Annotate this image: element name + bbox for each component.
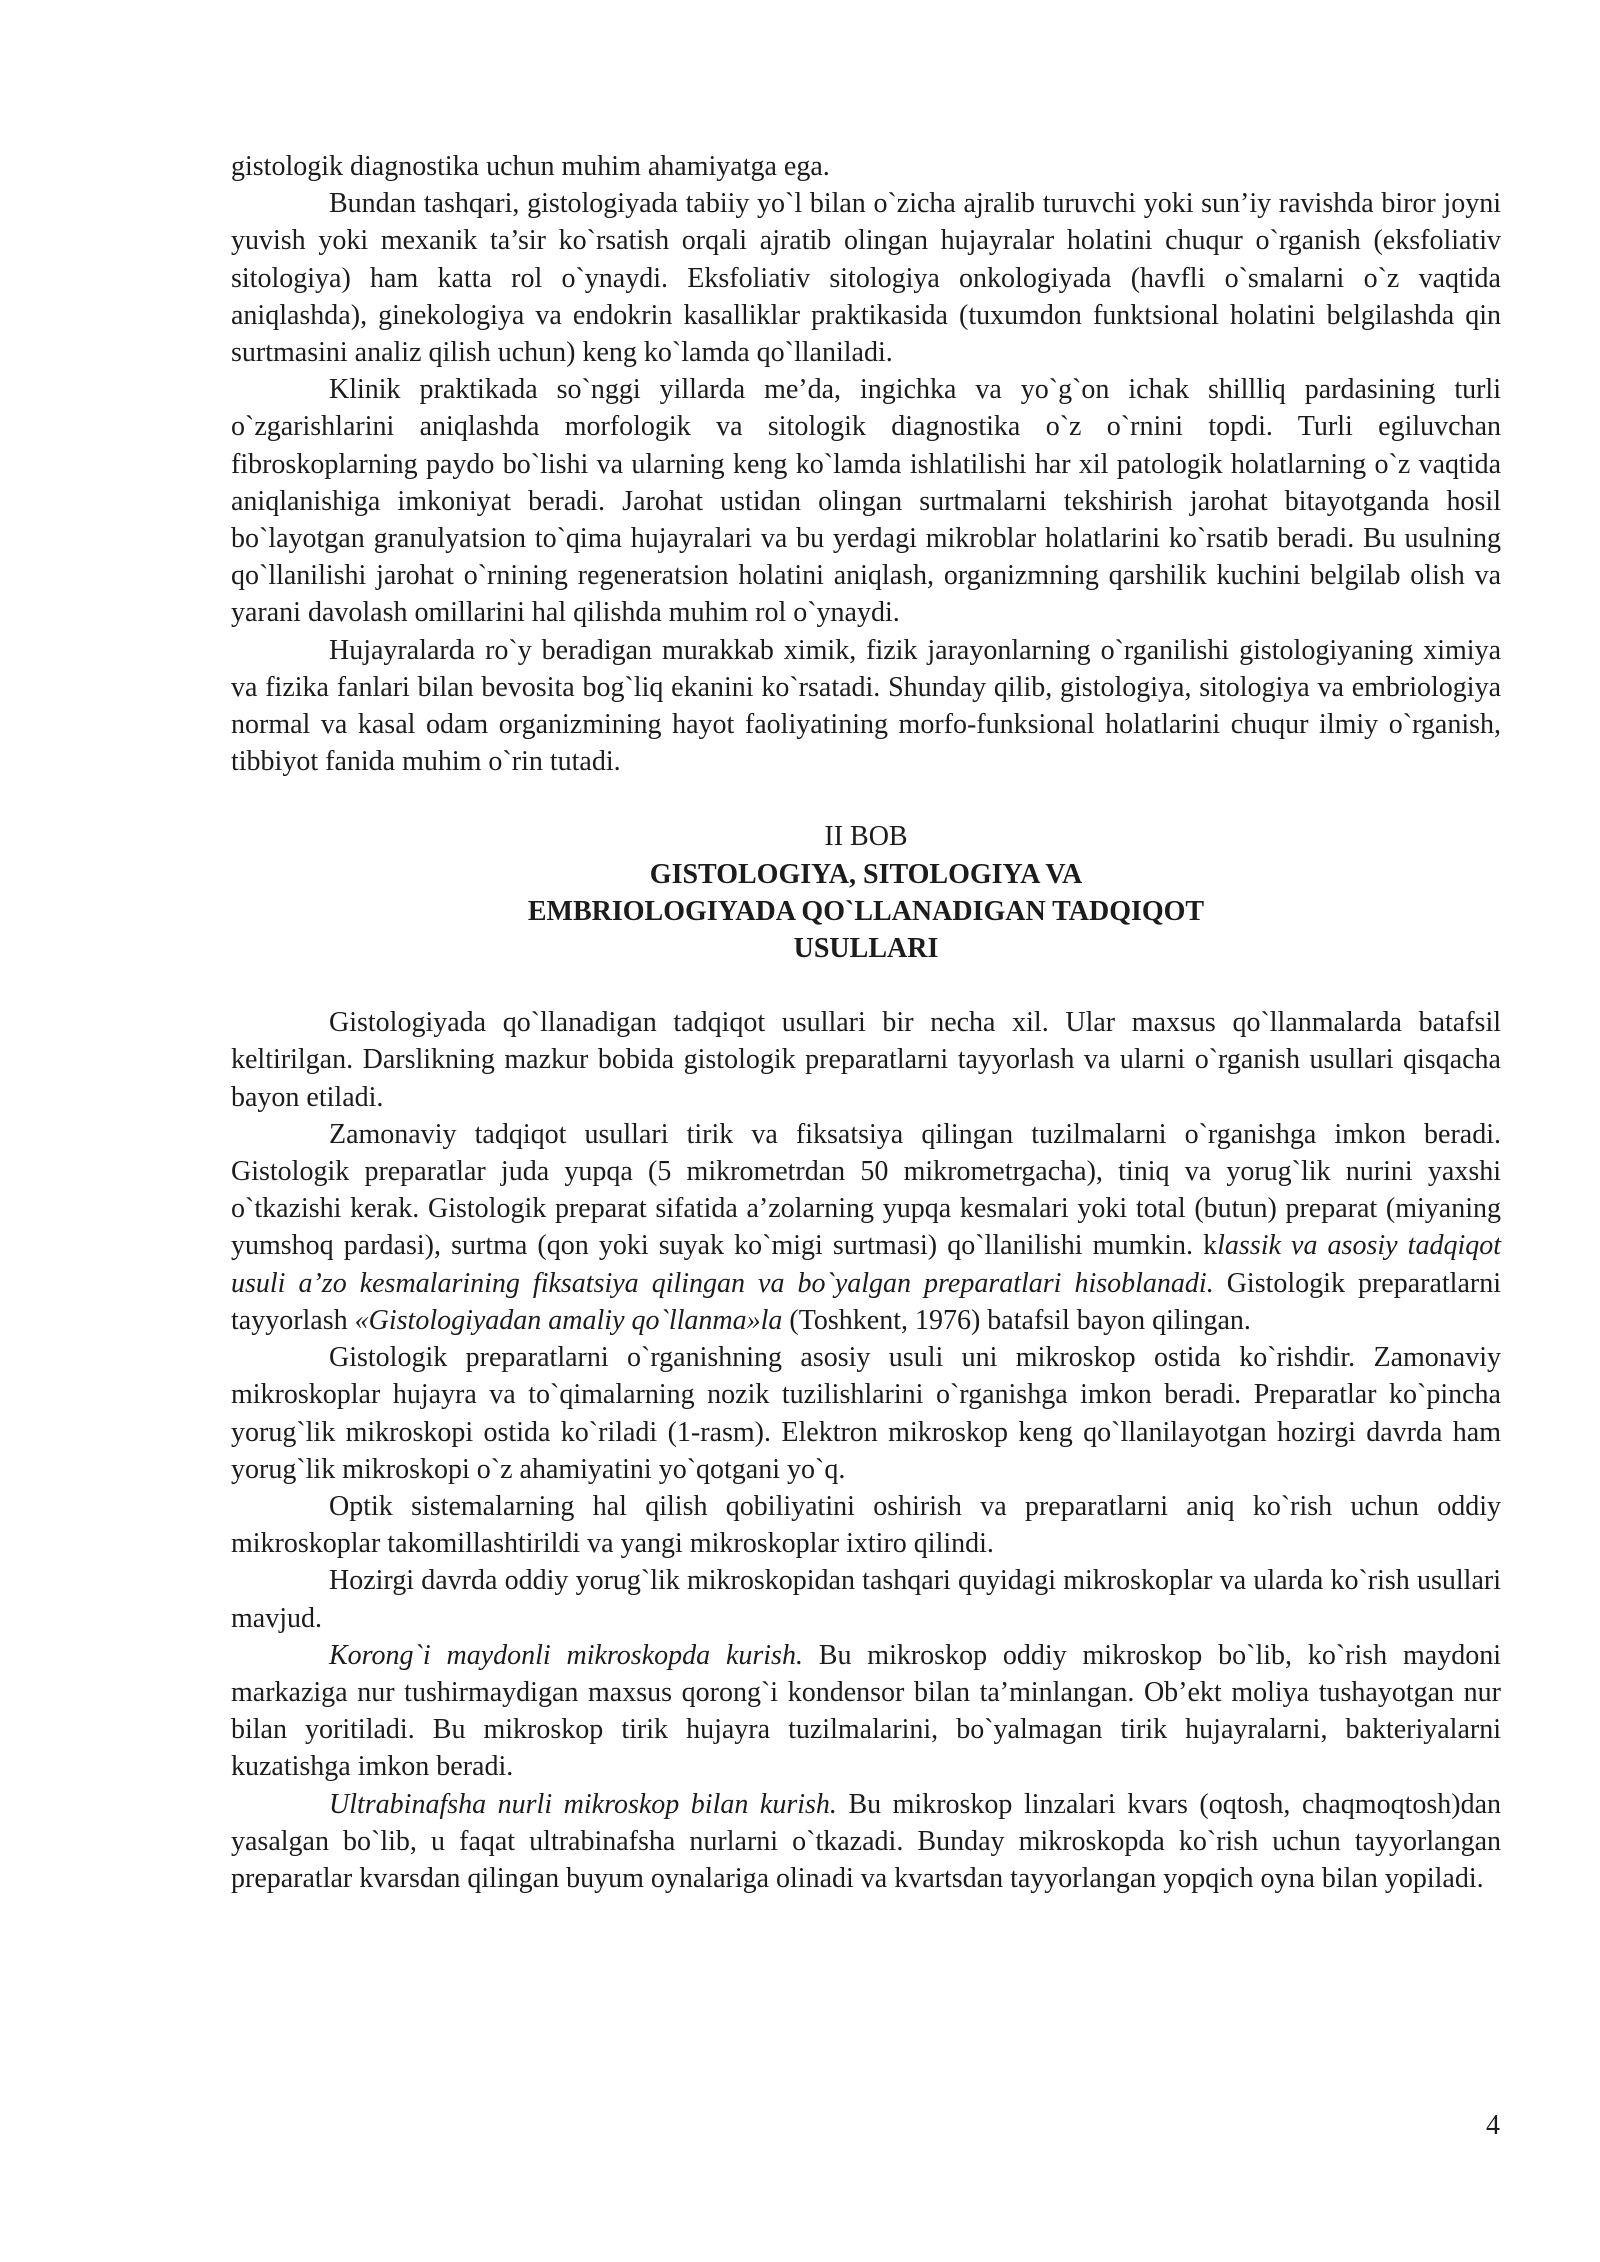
paragraph-microscope-types: Hozirgi davrda oddiy yorug`lik mikroskopidan tashqari quyidagi mikroskoplar va ularda ko`rish usullari mavjud. (231, 1565, 1501, 1634)
paragraph-ultraviolet (231, 1786, 1501, 1898)
page-number: 4 (1486, 2110, 1500, 2141)
chapter-title-line-3: USULLARI (793, 933, 939, 965)
paragraph-research-methods: Gistologiyada qo`llanadigan tadqiqot usullari bir necha xil. Ular maxsus qo`llanmalarda batafsil keltirilgan. Darslikning mazkur bobida gistologik preparatlarni tayyorlash va ularni o`rganish usullari qisqacha bayon etiladi. (231, 1007, 1501, 1113)
italic-run: lassik va asosiy tadqiqot usuli a’zo kesmalarining fiksatsiya qilingan va bo`yalgan preparatlari hisoblanadi. (231, 1230, 1501, 1299)
italic-run: Ultrabinafsha nurli mikroskop bilan kurish. (329, 1788, 837, 1820)
paragraph-microscope: Gistologik preparatlarni o`rganishning asosiy usuli uni mikroskop ostida ko`rishdir. Zamonaviy mikroskoplar hujayra va to`qimalarning nozik tuzilishlarini o`rganishga imkon beradi. Preparatlar ko`pincha yorug`lik mikroskopi ostida ko`riladi (1-rasm). Elektron mikroskop keng qo`llanilayotgan hozirgi davrda ham yorug`lik mikroskopi o`z ahamiyatini yo`qotgani yo`q. (231, 1342, 1501, 1485)
paragraph-cell-processes: Hujayralarda ro`y beradigan murakkab ximik, fizik jarayonlarning o`rganilishi gistologiyaning ximiya va fizika fanlari bilan bevosita bog`liq ekanini ko`rsatadi. Shunday qilib, gistologiya, sitologiya va embriologiya normal va kasal odam organizmining hayot faoliyatining morfo-funksional holatlarini chuqur ilmiy o`rganish, tibbiyot fanida muhim o`rin tutadi. (231, 634, 1501, 778)
text-run: Gistologik preparatlarni tayyorlash (231, 1267, 1501, 1336)
chapter-title-line-1: GISTOLOGIYA, SITOLOGIYA VA (649, 858, 1083, 890)
chapter-heading (231, 818, 1501, 967)
chapter-title-line-2: EMBRIOLOGIYADA QO`LLANADIGAN TADQIQOT (527, 895, 1205, 927)
paragraph-exfoliative-cytology: Bundan tashqari, gistologiyada tabiiy yo`l bilan o`zicha ajralib turuvchi yoki sun’iy ravishda biror joyni yuvish yoki mexanik ta’sir ko`rsatish orqali ajratib olingan hujayralar holatini chuqur o`rganish (eksfoliativ sitologiya) ham katta rol o`ynaydi. Eksfoliativ sitologiya onkologiyada (havfli o`smalarni o`z vaqtida aniqlashda), ginekologiya va endokrin kasalliklar praktikasida (tuxumdon funktsional holatini belgilashda qin surtmasini analiz qilish uchun) keng ko`lamda qo`llaniladi. (231, 188, 1501, 369)
text-run: Bu mikroskop linzalari kvars (oqtosh, chaqmoqtosh)dan yasalgan bo`lib, u faqat ultrabinafsha nurlarni o`tkazadi. Bunday mikroskopda ko`rish uchun tayyorlangan preparatlar kvarsdan qilingan buyum oynalariga olinadi va kvartsdan tayyorlangan yopqich oyna bilan yopiladi. (231, 1788, 1502, 1894)
text-run: Zamonaviy tadqiqot usullari tirik va fiksatsiya qilingan tuzilmalarni o`rganishga imkon beradi. Gistologik preparatlar juda yupqa (5 mikrometrdan 50 mikrometrgacha), tiniq va yorug`lik nurini yaxshi o`tkazishi kerak. Gistologik preparat sifatida a’zolarning yupqa kesmalari yoki total (butun) preparat (miyaning yumshoq pardasi), surtma (qon yoki suyak ko`migi surtmasi) qo`llanilishi mumkin. k (231, 1118, 1501, 1262)
paragraph-modern-methods (231, 1116, 1501, 1339)
italic-run: «Gistologiyadan amaliy qo`llanma»la (354, 1304, 783, 1336)
chapter-number: II BOB (824, 821, 908, 853)
italic-run: Korong`i maydonli mikroskopda kurish. (329, 1639, 803, 1671)
paragraph-optical-systems: Optik sistemalarning hal qilish qobiliyatini oshirish va preparatlarni aniq ko`rish uchun oddiy mikroskoplar takomillashtirildi va yangi mikroskoplar ixtiro qilindi. (231, 1490, 1501, 1560)
paragraph-clinical-practice: Klinik praktikada so`nggi yillarda me’da, ingichka va yo`g`on ichak shillliq pardasining turli o`zgarishlarini aniqlashda morfologik va sitologik diagnostika o`z o`rnini topdi. Turli egiluvchan fibroskoplarning paydo bo`lishi va ularning keng ko`lamda ishlatilishi har xil patologik holatlarning o`z vaqtida aniqlanishiga imkoniyat beradi. Jarohat ustidan olingan surtmalarni tekshirish jarohat bitayotganda hosil bo`layotgan granulyatsion to`qima hujayralari va bu yerdagi mikroblar holatlarini ko`rsatib beradi. Bu usulning qo`llanilishi jarohat o`rnining regeneratsion holatini aniqlash, organizmning qarshilik kuchini belgilab olish va yarani davolash omillarini hal qilishda muhim rol o`ynaydi. (231, 374, 1501, 629)
text-run: Bu mikroskop oddiy mikroskop bo`lib, ko`rish maydoni markaziga nur tushirmaydigan maxsus qorong`i kondensor bilan ta’minlangan. Ob’ekt moliya tushayotgan nur bilan yoritiladi. Bu mikroskop tirik hujayra tuzilmalarini, bo`yalmagan tirik hujayralarni, bakteriyalarni kuzatishga imkon beradi. (231, 1639, 1501, 1783)
text-run: (Toshkent, 1976) batafsil bayon qilingan. (782, 1304, 1251, 1336)
document-page (231, 148, 1501, 1897)
paragraph-dark-field (231, 1637, 1501, 1786)
paragraph-continued: gistologik diagnostika uchun muhim ahamiyatga ega. (231, 151, 830, 182)
